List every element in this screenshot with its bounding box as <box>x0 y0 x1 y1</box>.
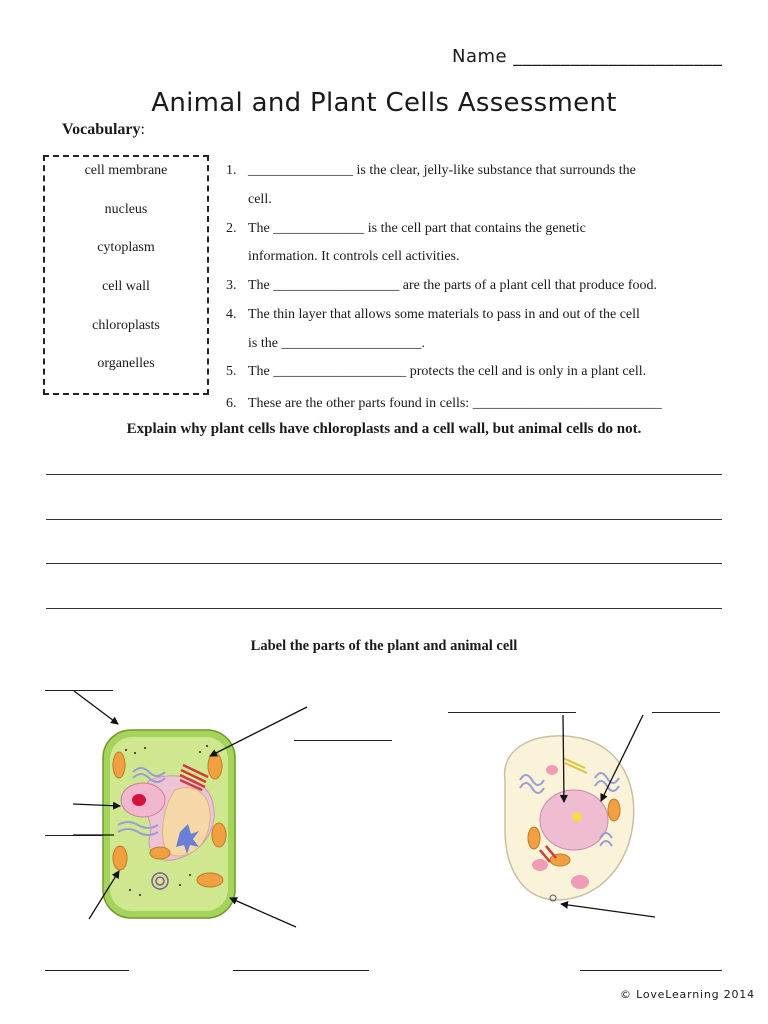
question-continuation[interactable]: is the ____________________. <box>248 336 425 351</box>
vocab-word: nucleus <box>104 202 148 217</box>
question-text[interactable]: _______________ is the clear, jelly-like substance that surrounds the <box>248 163 636 178</box>
vocab-word: cell wall <box>102 279 150 294</box>
question-number: 1. <box>226 163 237 178</box>
vocabulary-heading <box>62 121 145 139</box>
vocabulary-box <box>43 155 209 395</box>
vocab-word: organelles <box>97 356 155 371</box>
name-field[interactable]: Name ______________________ <box>452 46 723 67</box>
vocabulary-heading-text: Vocabulary <box>62 121 141 138</box>
question-4 <box>226 300 640 329</box>
copyright-text: © LoveLearning 2014 <box>620 988 755 1001</box>
question-number: 4. <box>226 307 237 322</box>
vocab-word: chloroplasts <box>92 318 160 333</box>
animal-cell-diagram <box>505 736 634 901</box>
question-text[interactable]: The ___________________ protects the cell and is only in a plant cell. <box>248 364 647 379</box>
cell-diagrams <box>0 660 768 960</box>
question-number: 3. <box>226 278 237 293</box>
question-continuation: information. It controls cell activities. <box>248 249 460 264</box>
question-number: 6. <box>226 396 237 411</box>
question-continuation: cell. <box>248 192 272 207</box>
page-title: Animal and Plant Cells Assessment <box>151 88 617 118</box>
label-blank[interactable] <box>580 970 722 971</box>
writing-line[interactable] <box>46 563 722 564</box>
label-blank[interactable] <box>233 970 369 971</box>
explain-prompt: Explain why plant cells have chloroplasts and a cell wall, but animal cells do not. <box>126 421 642 437</box>
question-number: 2. <box>226 221 237 236</box>
vocabulary-heading-colon: : <box>140 121 145 138</box>
vocab-word: cell membrane <box>84 163 168 178</box>
question-3 <box>226 271 657 300</box>
question-text: The thin layer that allows some materials to pass in and out of the cell <box>248 307 640 322</box>
vocab-word: cytoplasm <box>97 240 155 255</box>
writing-line[interactable] <box>46 474 722 475</box>
question-2 <box>226 214 586 243</box>
question-1 <box>226 156 636 185</box>
question-6 <box>226 389 662 418</box>
writing-line[interactable] <box>46 608 722 609</box>
plant-cell-diagram <box>103 730 235 918</box>
question-text[interactable]: The __________________ are the parts of a plant cell that produce food. <box>248 278 657 293</box>
label-prompt: Label the parts of the plant and animal cell <box>250 638 518 654</box>
question-5 <box>226 357 647 386</box>
question-number: 5. <box>226 364 237 379</box>
label-blank[interactable] <box>45 970 129 971</box>
writing-line[interactable] <box>46 519 722 520</box>
question-text[interactable]: These are the other parts found in cells: ___________________________ <box>248 396 662 411</box>
question-text[interactable]: The _____________ is the cell part that contains the genetic <box>248 221 586 236</box>
